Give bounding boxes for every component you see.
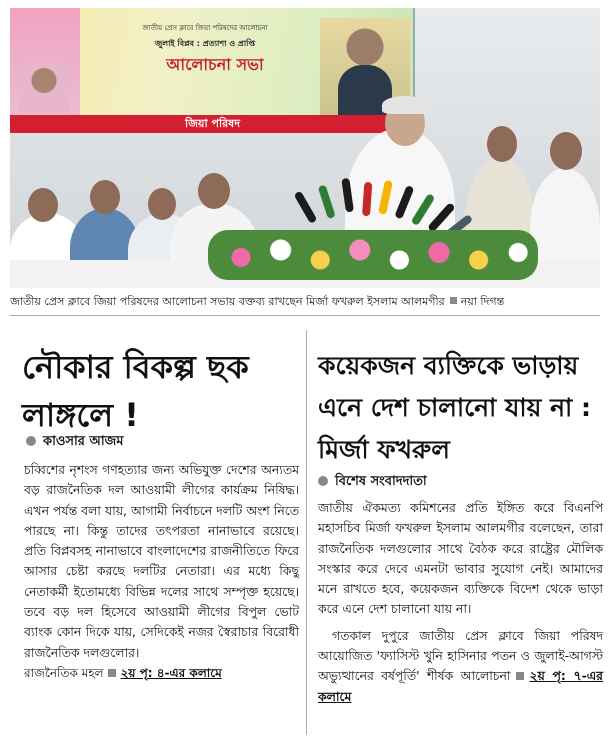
- byline-author: কাওসার আজম: [43, 434, 124, 449]
- left-article-byline: [26, 432, 123, 453]
- event-banner: [10, 8, 415, 133]
- photo-caption: [10, 293, 600, 312]
- right-article-body: [318, 498, 603, 707]
- right-article-byline: [318, 472, 427, 493]
- banner-org-strip: জিয়া পরিষদ: [10, 115, 415, 133]
- continuation-link[interactable]: ২য় পৃ: ৪-এর কলামে: [120, 665, 222, 680]
- continuation-line: [24, 663, 299, 683]
- byline-author: বিশেষ সংবাদদাতা: [335, 474, 427, 489]
- news-photo: [10, 8, 600, 288]
- caption-text: জাতীয় প্রেস ক্লাবে জিয়া পরিষদের আলোচনা সভায় বক্তব্য রাখছেন মির্জা ফখরুল ইসলাম আলমগীর: [10, 295, 445, 308]
- guest-head: [28, 188, 58, 222]
- banner-line-2: জুলাই বিপ্লব : প্রত্যাশা ও প্রাপ্তি: [154, 39, 256, 48]
- article-paragraph: চব্বিশের নৃশংস গণহত্যার জন্য অভিযুক্ত দেশের অন্যতম বড় রাজনৈতিক দল আওয়ামী লীগের কার্যক্রম নিষিদ্ধ। এখন পর্যন্ত বলা যায়, আগামী নির্বাচনে দলটি অংশ নিতে পারছে না। কিন্তু তাদের তৎপরতা নানাভাবে রয়েছে। প্রতি বিপ্লবসহ নানাভাবে বাংলাদেশের রাজনীতিতে ফিরে আসার চেষ্টা করছে দলটির নেতারা। এর মধ্যে কিছু নেতাকর্মী ইতোমধ্যে বিভিন্ন দলের সাথে সম্পৃক্ত হয়েছে। তবে বড় দল হিসেবে আওয়ামী লীগের বিপুল ভোট ব্যাংক কোন দিকে যায়, সেদিকেই নজর স্বৈরাচার বিরোধী রাজনৈতিক দলগুলোর।: [24, 462, 299, 660]
- banner-title: আলোচনা সভা: [166, 55, 264, 74]
- guest-head: [148, 188, 176, 220]
- continuation-link[interactable]: ২য় পৃ: ৭-এর কলামে: [318, 668, 604, 704]
- article-paragraph-with-jump: [318, 626, 603, 707]
- jump-square-icon: [108, 669, 116, 677]
- guest-head: [198, 173, 230, 209]
- speaker-hair: [382, 96, 428, 114]
- guest-head: [90, 180, 120, 214]
- section-rule: [10, 315, 600, 316]
- attendee-head: [550, 132, 582, 170]
- column-divider: [306, 330, 307, 735]
- left-article-headline[interactable]: নৌকার বিকল্প ছক লাঙ্গলে !: [22, 348, 249, 434]
- byline-dot-icon: [318, 476, 328, 486]
- caption-square-icon: [450, 297, 457, 304]
- jump-square-icon: [516, 672, 524, 680]
- banner-portrait-small: [18, 63, 70, 113]
- continuation-lead: রাজনৈতিক মহল: [24, 665, 104, 680]
- attendee-head: [487, 126, 517, 162]
- caption-credit: নয়া দিগন্ত: [460, 295, 505, 308]
- byline-dot-icon: [26, 436, 36, 446]
- right-article-headline[interactable]: কয়েকজন ব্যক্তিকে ভাড়ায় এনে দেশ চালানো যায় না : মির্জা ফখরুল: [318, 351, 591, 464]
- article-paragraph: গতকাল দুপুরে জাতীয় প্রেস ক্লাবে জিয়া পরিষদ আয়োজিত 'ফ্যাসিস্ট খুনি হাসিনার পতন ও জুলাই-আগস্ট অভ্যুত্থানের বর্ষপূর্তি' শীর্ষক আলোচনা: [318, 627, 603, 684]
- banner-line-1: জাতীয় প্রেস ক্লাবে জিয়া পরিষদের আলোচনা: [142, 24, 268, 32]
- flower-arrangement: [208, 230, 538, 280]
- left-article-body: [24, 460, 299, 683]
- article-paragraph: জাতীয় ঐকমত্য কমিশনের প্রতি ইঙ্গিত করে বিএনপি মহাসচিব মির্জা ফখরুল ইসলাম আলমগীর বলেছেন, তারা রাজনৈতিক দলগুলোর সাথে বৈঠক করে রাষ্ট্রের মৌলিক সংস্কার করে দেবে এমনটা ভাবার সুযোগ নেই। আমাদের মনে রাখতে হবে, কয়েকজন ব্যক্তিকে বিদেশ থেকে ভাড়া করে এনে দেশ চালানো যায় না।: [318, 500, 603, 617]
